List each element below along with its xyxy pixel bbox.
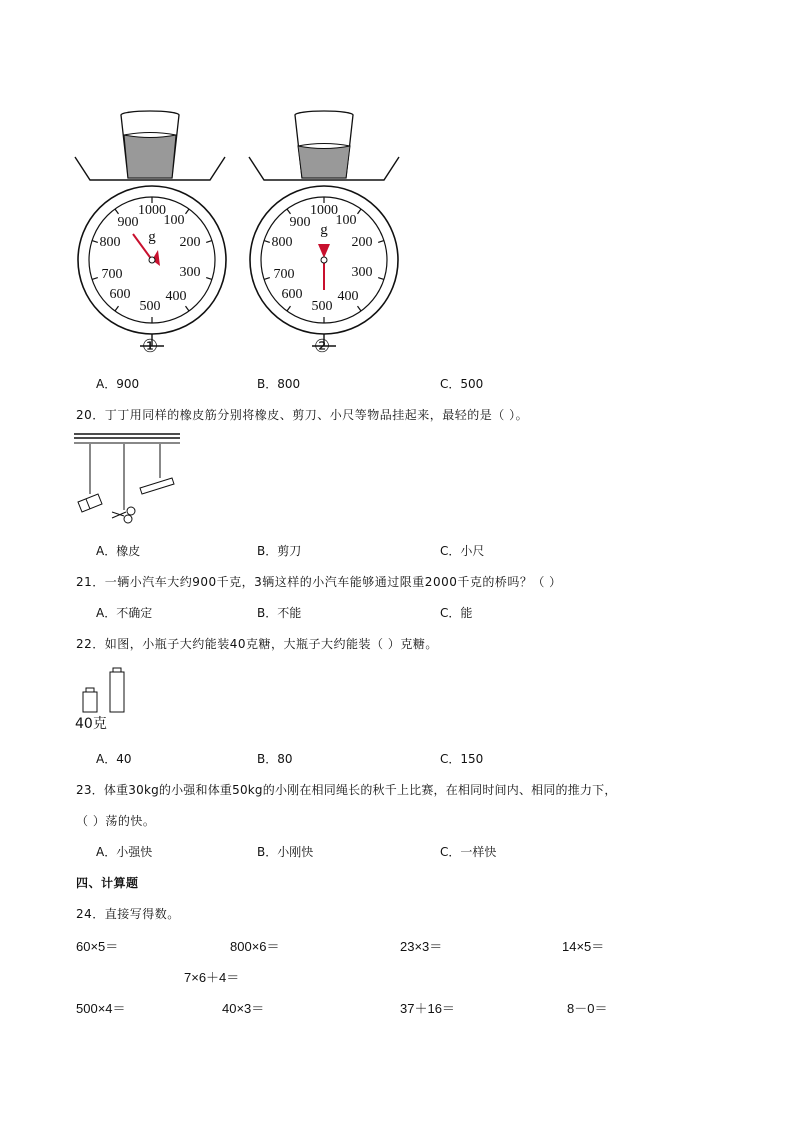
q22-question: 22．如图，小瓶子大约能装40克糖，大瓶子大约能装（ ）克糖。 — [76, 637, 438, 651]
q20-option-a: A．橡皮 — [96, 544, 141, 558]
q20-option-b: B．剪刀 — [257, 544, 302, 558]
section-title: 四、计算题 — [76, 876, 139, 890]
calc-item: 23×3＝ — [400, 939, 443, 954]
q23-question-line1: 23．体重30kg的小强和体重50kg的小刚在相同绳长的秋千上比赛，在相同时间内、相同的推力下， — [76, 783, 617, 797]
caption-2: ② — [314, 336, 331, 356]
calc-item: 800×6＝ — [230, 939, 280, 954]
ruler-icon — [140, 478, 174, 494]
dial-label: 600 — [281, 287, 303, 302]
calc-item: 37＋16＝ — [400, 1001, 455, 1016]
dial-label: 700 — [273, 267, 295, 282]
dial-label: 200 — [351, 235, 373, 250]
q23-option-c: C．一样快 — [440, 845, 497, 859]
q19-option-c: C．500 — [440, 377, 484, 391]
scales-figure — [70, 100, 420, 365]
dial-label: 500 — [311, 299, 333, 314]
q23-option-b: B．小刚快 — [257, 845, 314, 859]
calc-item: 8－0＝ — [567, 1001, 608, 1016]
dial-label: 100 — [163, 213, 185, 228]
q23-question-line2: （ ）荡的快。 — [76, 814, 156, 828]
calc-item: 7×6＋4＝ — [184, 970, 240, 985]
q21-question: 21．一辆小汽车大约900千克，3辆这样的小汽车能够通过限重2000千克的桥吗？（ ） — [76, 575, 562, 589]
dial-label: 800 — [271, 235, 293, 250]
q19-option-b: B．800 — [257, 377, 301, 391]
unit-label: g — [148, 229, 156, 245]
hanging-items-figure — [74, 432, 184, 527]
caption-1: ① — [142, 336, 159, 356]
dial-label: 1000 — [138, 203, 166, 218]
q21-option-b: B．不能 — [257, 606, 302, 620]
q22-option-b: B．80 — [257, 752, 293, 766]
unit-label: g — [320, 222, 328, 238]
scale-1 — [75, 111, 226, 346]
dial-label: 300 — [351, 265, 373, 280]
bottles-figure — [80, 664, 130, 714]
dial-label: 400 — [337, 289, 359, 304]
dial-label: 900 — [117, 215, 139, 230]
dial-label: 100 — [335, 213, 357, 228]
dial-label: 300 — [179, 265, 201, 280]
cup-1 — [121, 111, 179, 178]
dial-label: 900 — [289, 215, 311, 230]
scale-2 — [249, 111, 399, 346]
dial-label: 600 — [109, 287, 131, 302]
q24-question: 24．直接写得数。 — [76, 907, 180, 921]
q23-option-a: A．小强快 — [96, 845, 153, 859]
q22-option-a: A．40 — [96, 752, 132, 766]
q20-option-c: C．小尺 — [440, 544, 485, 558]
dial-label: 1000 — [310, 203, 338, 218]
cup-2 — [295, 111, 353, 178]
small-bottle-icon — [83, 688, 97, 712]
dial-label: 400 — [165, 289, 187, 304]
q21-option-c: C．能 — [440, 606, 473, 620]
dial-label: 700 — [101, 267, 123, 282]
eraser-icon — [78, 494, 102, 512]
large-bottle-icon — [110, 668, 124, 712]
dial-label: 800 — [99, 235, 121, 250]
calc-item: 60×5＝ — [76, 939, 119, 954]
dial-label: 200 — [179, 235, 201, 250]
q22-option-c: C．150 — [440, 752, 484, 766]
q21-option-a: A．不确定 — [96, 606, 153, 620]
q20-question: 20．丁丁用同样的橡皮筋分别将橡皮、剪刀、小尺等物品挂起来，最轻的是（ ）。 — [76, 408, 529, 422]
calc-item: 14×5＝ — [562, 939, 605, 954]
small-bottle-label: 40克 — [75, 716, 107, 732]
q19-option-a: A．900 — [96, 377, 140, 391]
calc-item: 40×3＝ — [222, 1001, 265, 1016]
calc-item: 500×4＝ — [76, 1001, 126, 1016]
dial-label: 500 — [139, 299, 161, 314]
